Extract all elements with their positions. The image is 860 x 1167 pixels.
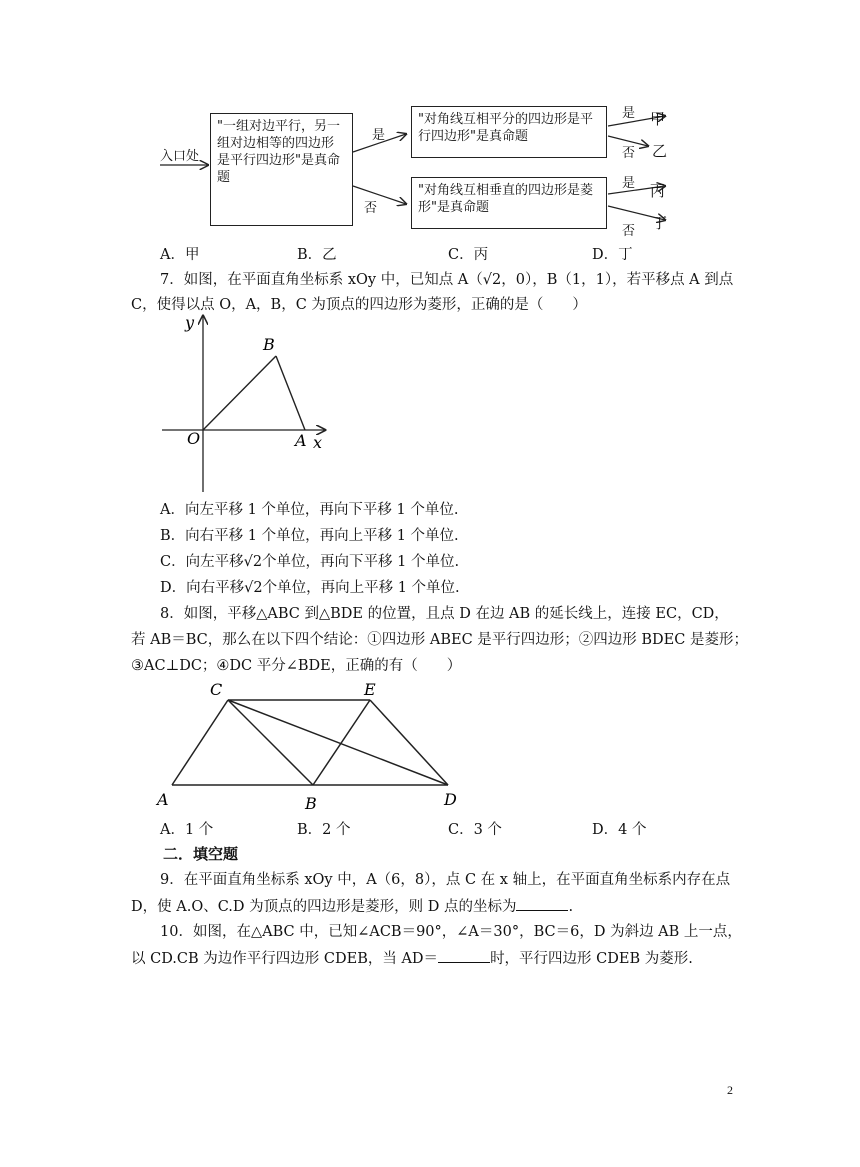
q7-option-b: B．向右平移 1 个单位，再向上平移 1 个单位.	[160, 528, 459, 544]
q8-label-a: A	[157, 790, 169, 809]
q8-segment-cd	[228, 700, 448, 785]
q7-label-a: A	[295, 431, 307, 450]
q7-segment-ob	[203, 356, 276, 430]
q7-label-y: y	[185, 313, 195, 332]
flow-yes-label: 是	[372, 128, 386, 143]
q8-text-line1: 8．如图，平移△ABC 到△BDE 的位置，且点 D 在边 AB 的延长线上，连接 EC，CD，	[160, 606, 729, 622]
flow-start-box: "一组对边平行，另一组对边相等的四边形是平行四边形"是真命题	[210, 113, 353, 226]
q7-segment-ba	[276, 356, 305, 430]
q10-text-line2-before: 以 CD.CB 为边作平行四边形 CDEB，当 AD＝	[131, 951, 439, 967]
q6-option-d: D．丁	[592, 247, 633, 263]
q8-segment-cb	[228, 700, 313, 785]
flow-out-jia: 甲	[650, 110, 666, 128]
q9-text-line2	[131, 896, 573, 917]
q7-option-a: A．向左平移 1 个单位，再向下平移 1 个单位.	[160, 502, 459, 518]
flow-bottom-no-label: 否	[622, 224, 636, 239]
q8-option-a: A．1 个	[160, 822, 214, 838]
section-heading-fill-in: 二．填空题	[163, 845, 239, 863]
q9-text-line1: 9．在平面直角坐标系 xOy 中，A（6，8），点 C 在 x 轴上，在平面直角坐标系内存在点	[160, 872, 731, 888]
q7-label-o: O	[187, 429, 201, 448]
flow-top-yes-label: 是	[622, 106, 636, 121]
flow-entry-label: 入口处	[160, 149, 200, 164]
flow-no-label: 否	[364, 201, 378, 216]
q8-segment-ac	[172, 700, 228, 785]
q9-text-line2-after: .	[568, 899, 574, 915]
q8-label-b: B	[305, 794, 317, 813]
q8-option-c: C．3 个	[448, 822, 502, 838]
q8-option-b: B．2 个	[297, 822, 351, 838]
q7-text-line1: 7．如图，在平面直角坐标系 xOy 中，已知点 A（√2，0），B（1，1），若平移点 A 到点	[160, 272, 734, 288]
q10-answer-blank[interactable]	[438, 948, 490, 963]
q10-text-line1: 10．如图，在△ABC 中，已知∠ACB＝90°，∠A＝30°，BC＝6，D 为斜边 AB 上一点，	[160, 924, 742, 940]
q8-text-line3: ③AC⊥DC；④DC 平分∠BDE，正确的有（ ）	[131, 658, 462, 674]
q7-figure	[150, 312, 330, 492]
q6-option-c: C．丙	[448, 247, 489, 263]
q8-label-c: C	[210, 680, 223, 699]
q6-option-b: B．乙	[297, 247, 337, 263]
q9-answer-blank[interactable]	[516, 896, 568, 911]
q8-option-d: D．4 个	[592, 822, 647, 838]
flow-box-bottom: "对角线互相垂直的四边形是菱形"是真命题	[411, 177, 607, 229]
q8-segment-be	[313, 700, 370, 785]
q10-text-line2-after: 时，平行四边形 CDEB 为菱形.	[490, 951, 693, 967]
q8-text-line2: 若 AB＝BC，那么在以下四个结论：①四边形 ABEC 是平行四边形；②四边形 BDEC 是菱形；	[131, 632, 748, 648]
flow-out-bing: 丙	[650, 182, 666, 200]
q8-figure	[152, 678, 472, 818]
q7-label-x: x	[313, 433, 323, 452]
flow-out-ding: 丁	[652, 214, 668, 232]
q9-text-line2-before: D，使 A.O、C.D 为顶点的四边形是菱形，则 D 点的坐标为	[131, 899, 517, 915]
q7-option-d: D．向右平移√2个单位，再向上平移 1 个单位.	[160, 580, 460, 596]
q7-text-line2: C，使得以点 O，A，B，C 为顶点的四边形为菱形，正确的是（ ）	[131, 297, 587, 313]
q10-text-line2	[131, 948, 693, 969]
flow-out-yi: 乙	[652, 142, 668, 160]
q7-label-b: B	[263, 335, 275, 354]
flow-top-no-label: 否	[622, 146, 636, 161]
q6-option-a: A．甲	[160, 247, 200, 263]
page-number: 2	[727, 1083, 733, 1097]
q8-label-e: E	[364, 680, 376, 699]
q7-option-c: C．向左平移√2个单位，再向下平移 1 个单位.	[160, 554, 460, 570]
flow-box-top: "对角线互相平分的四边形是平行四边形"是真命题	[411, 106, 607, 158]
q8-label-d: D	[444, 790, 457, 809]
flow-bottom-yes-label: 是	[622, 176, 636, 191]
q8-segment-ed	[370, 700, 448, 785]
